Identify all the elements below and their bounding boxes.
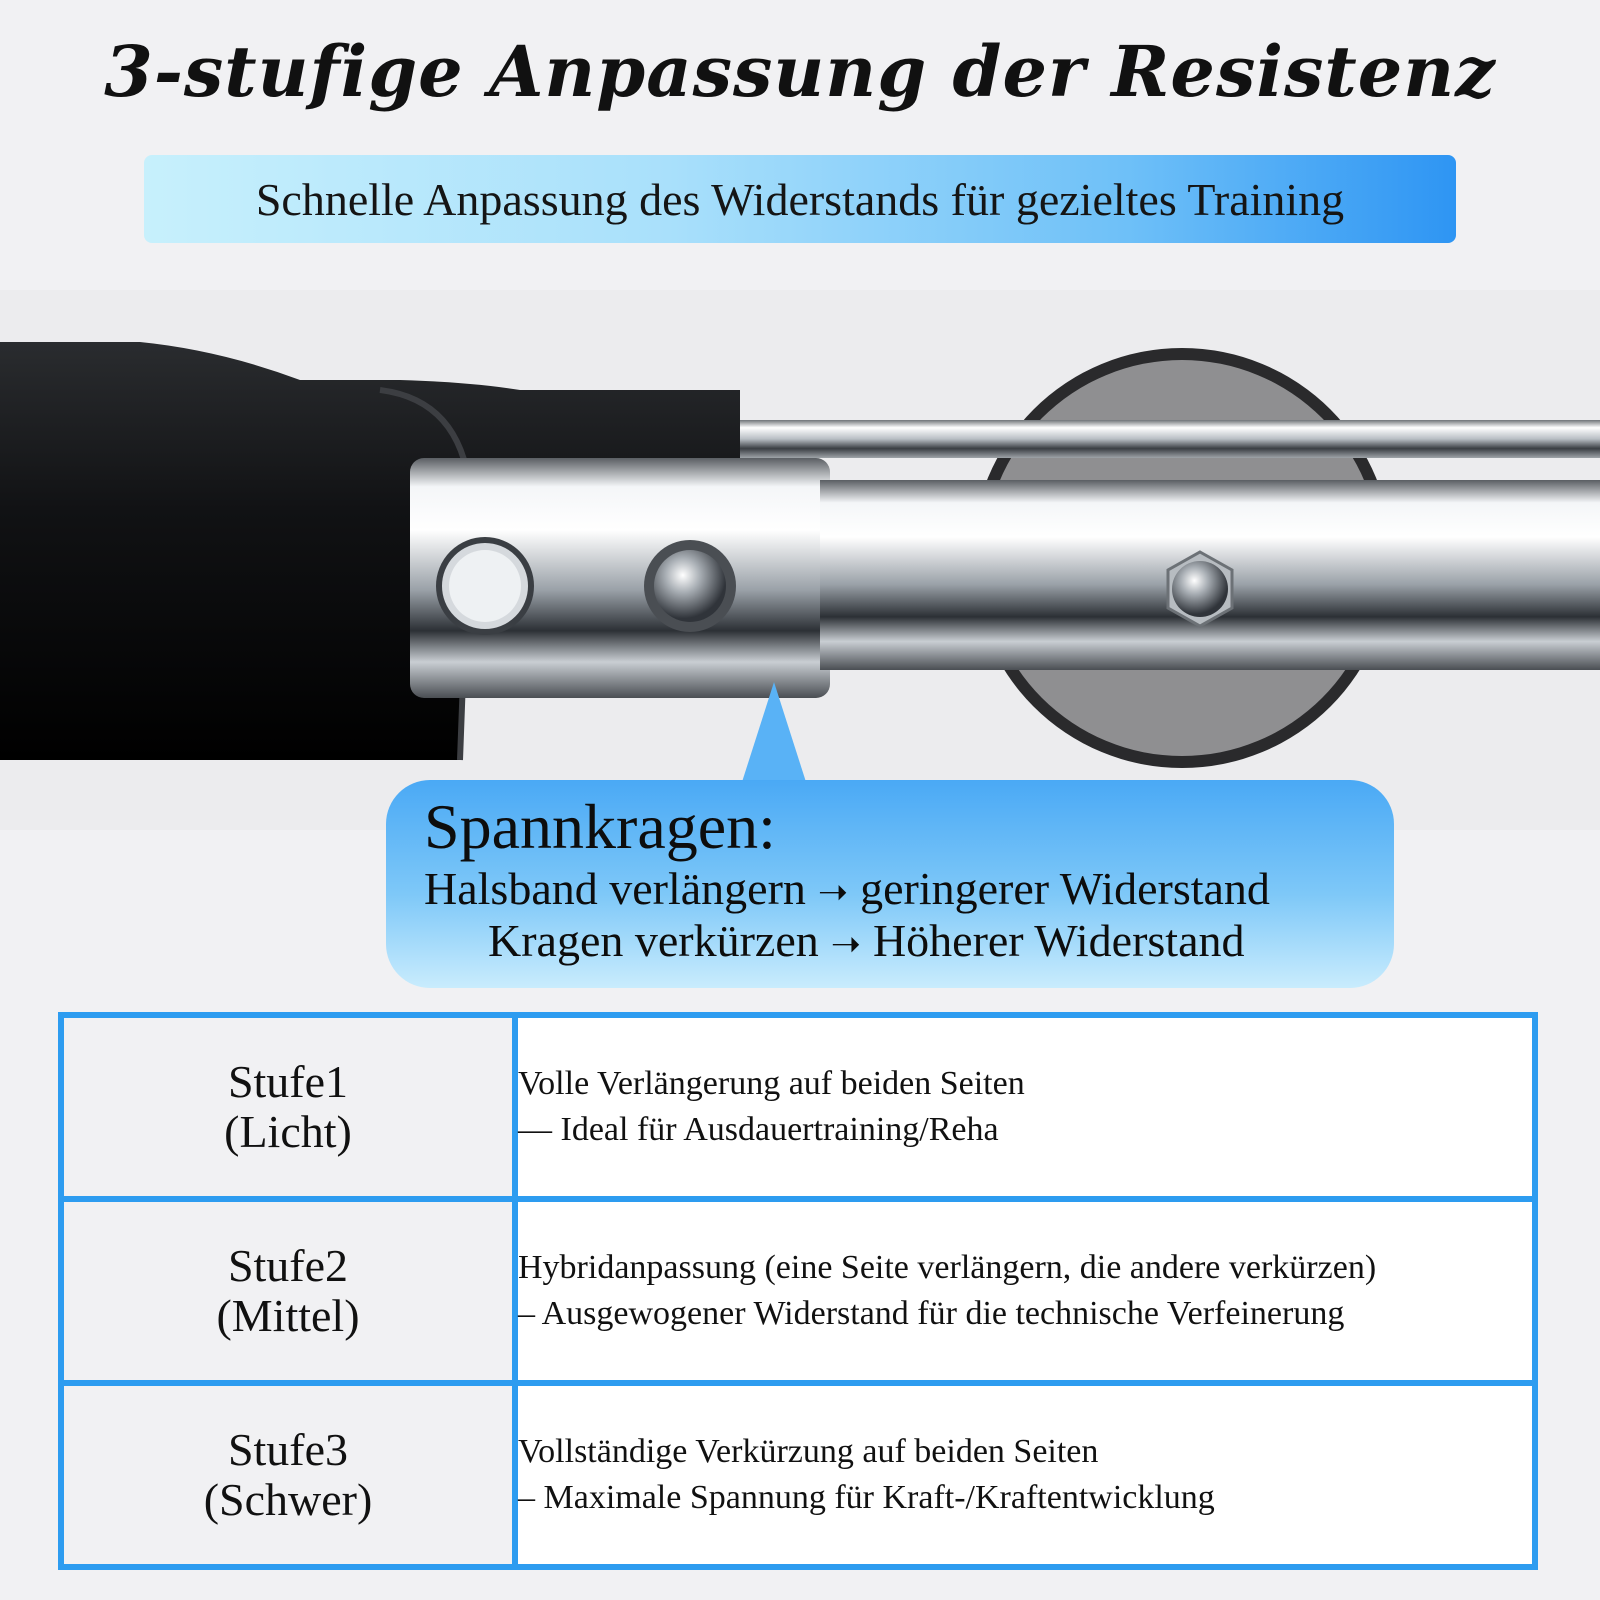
level-name: Stufe2 bbox=[227, 1240, 349, 1291]
level-description-line1: Vollständige Verkürzung auf beiden Seiten bbox=[518, 1433, 1099, 1470]
level-description-line1: Hybridanpassung (eine Seite verlängern, die andere verkürzen) bbox=[518, 1249, 1377, 1286]
right-arrow-icon: ➝ bbox=[817, 872, 849, 913]
subtitle-text: Schnelle Anpassung des Widerstands für gezieltes Training bbox=[255, 173, 1345, 225]
callout-line-shorten bbox=[488, 914, 1245, 967]
level-label: (Licht) bbox=[224, 1106, 352, 1157]
callout-extend-text: Halsband verlängern bbox=[424, 863, 806, 914]
level-description bbox=[515, 1199, 1535, 1383]
levels-table bbox=[58, 1012, 1538, 1570]
callout-pointer bbox=[742, 682, 806, 782]
right-arrow-icon: ➝ bbox=[830, 924, 861, 965]
level-name: Stufe3 bbox=[227, 1424, 349, 1475]
level-label: (Mittel) bbox=[216, 1290, 360, 1341]
level-description-line2: – Maximale Spannung für Kraft-/Kraftentwicklung bbox=[518, 1479, 1215, 1516]
table-row bbox=[61, 1015, 1535, 1199]
callout-higher-resistance-text: Höherer Widerstand bbox=[872, 915, 1245, 966]
level-name: Stufe1 bbox=[227, 1056, 349, 1107]
callout-lower-resistance-text: geringerer Widerstand bbox=[860, 863, 1270, 914]
level-cell bbox=[61, 1383, 515, 1567]
level-description-line2: – Ausgewogener Widerstand für die technische Verfeinerung bbox=[518, 1295, 1345, 1332]
level-description bbox=[515, 1015, 1535, 1199]
callout-shorten-text: Kragen verkürzen bbox=[488, 915, 819, 966]
level-description-line1: Volle Verlängerung auf beiden Seiten bbox=[518, 1065, 1025, 1102]
callout-line-extend bbox=[424, 862, 1270, 915]
subtitle-banner bbox=[144, 155, 1456, 243]
level-description-line2: — Ideal für Ausdauertraining/Reha bbox=[518, 1111, 999, 1148]
level-label: (Schwer) bbox=[203, 1474, 373, 1525]
page-title: 3-stufige Anpassung der Resistenz bbox=[104, 30, 1496, 113]
level-cell bbox=[61, 1015, 515, 1199]
level-cell bbox=[61, 1199, 515, 1383]
table-row bbox=[61, 1199, 1535, 1383]
callout-heading: Spannkragen: bbox=[424, 791, 776, 862]
level-description bbox=[515, 1383, 1535, 1567]
table-row bbox=[61, 1383, 1535, 1567]
